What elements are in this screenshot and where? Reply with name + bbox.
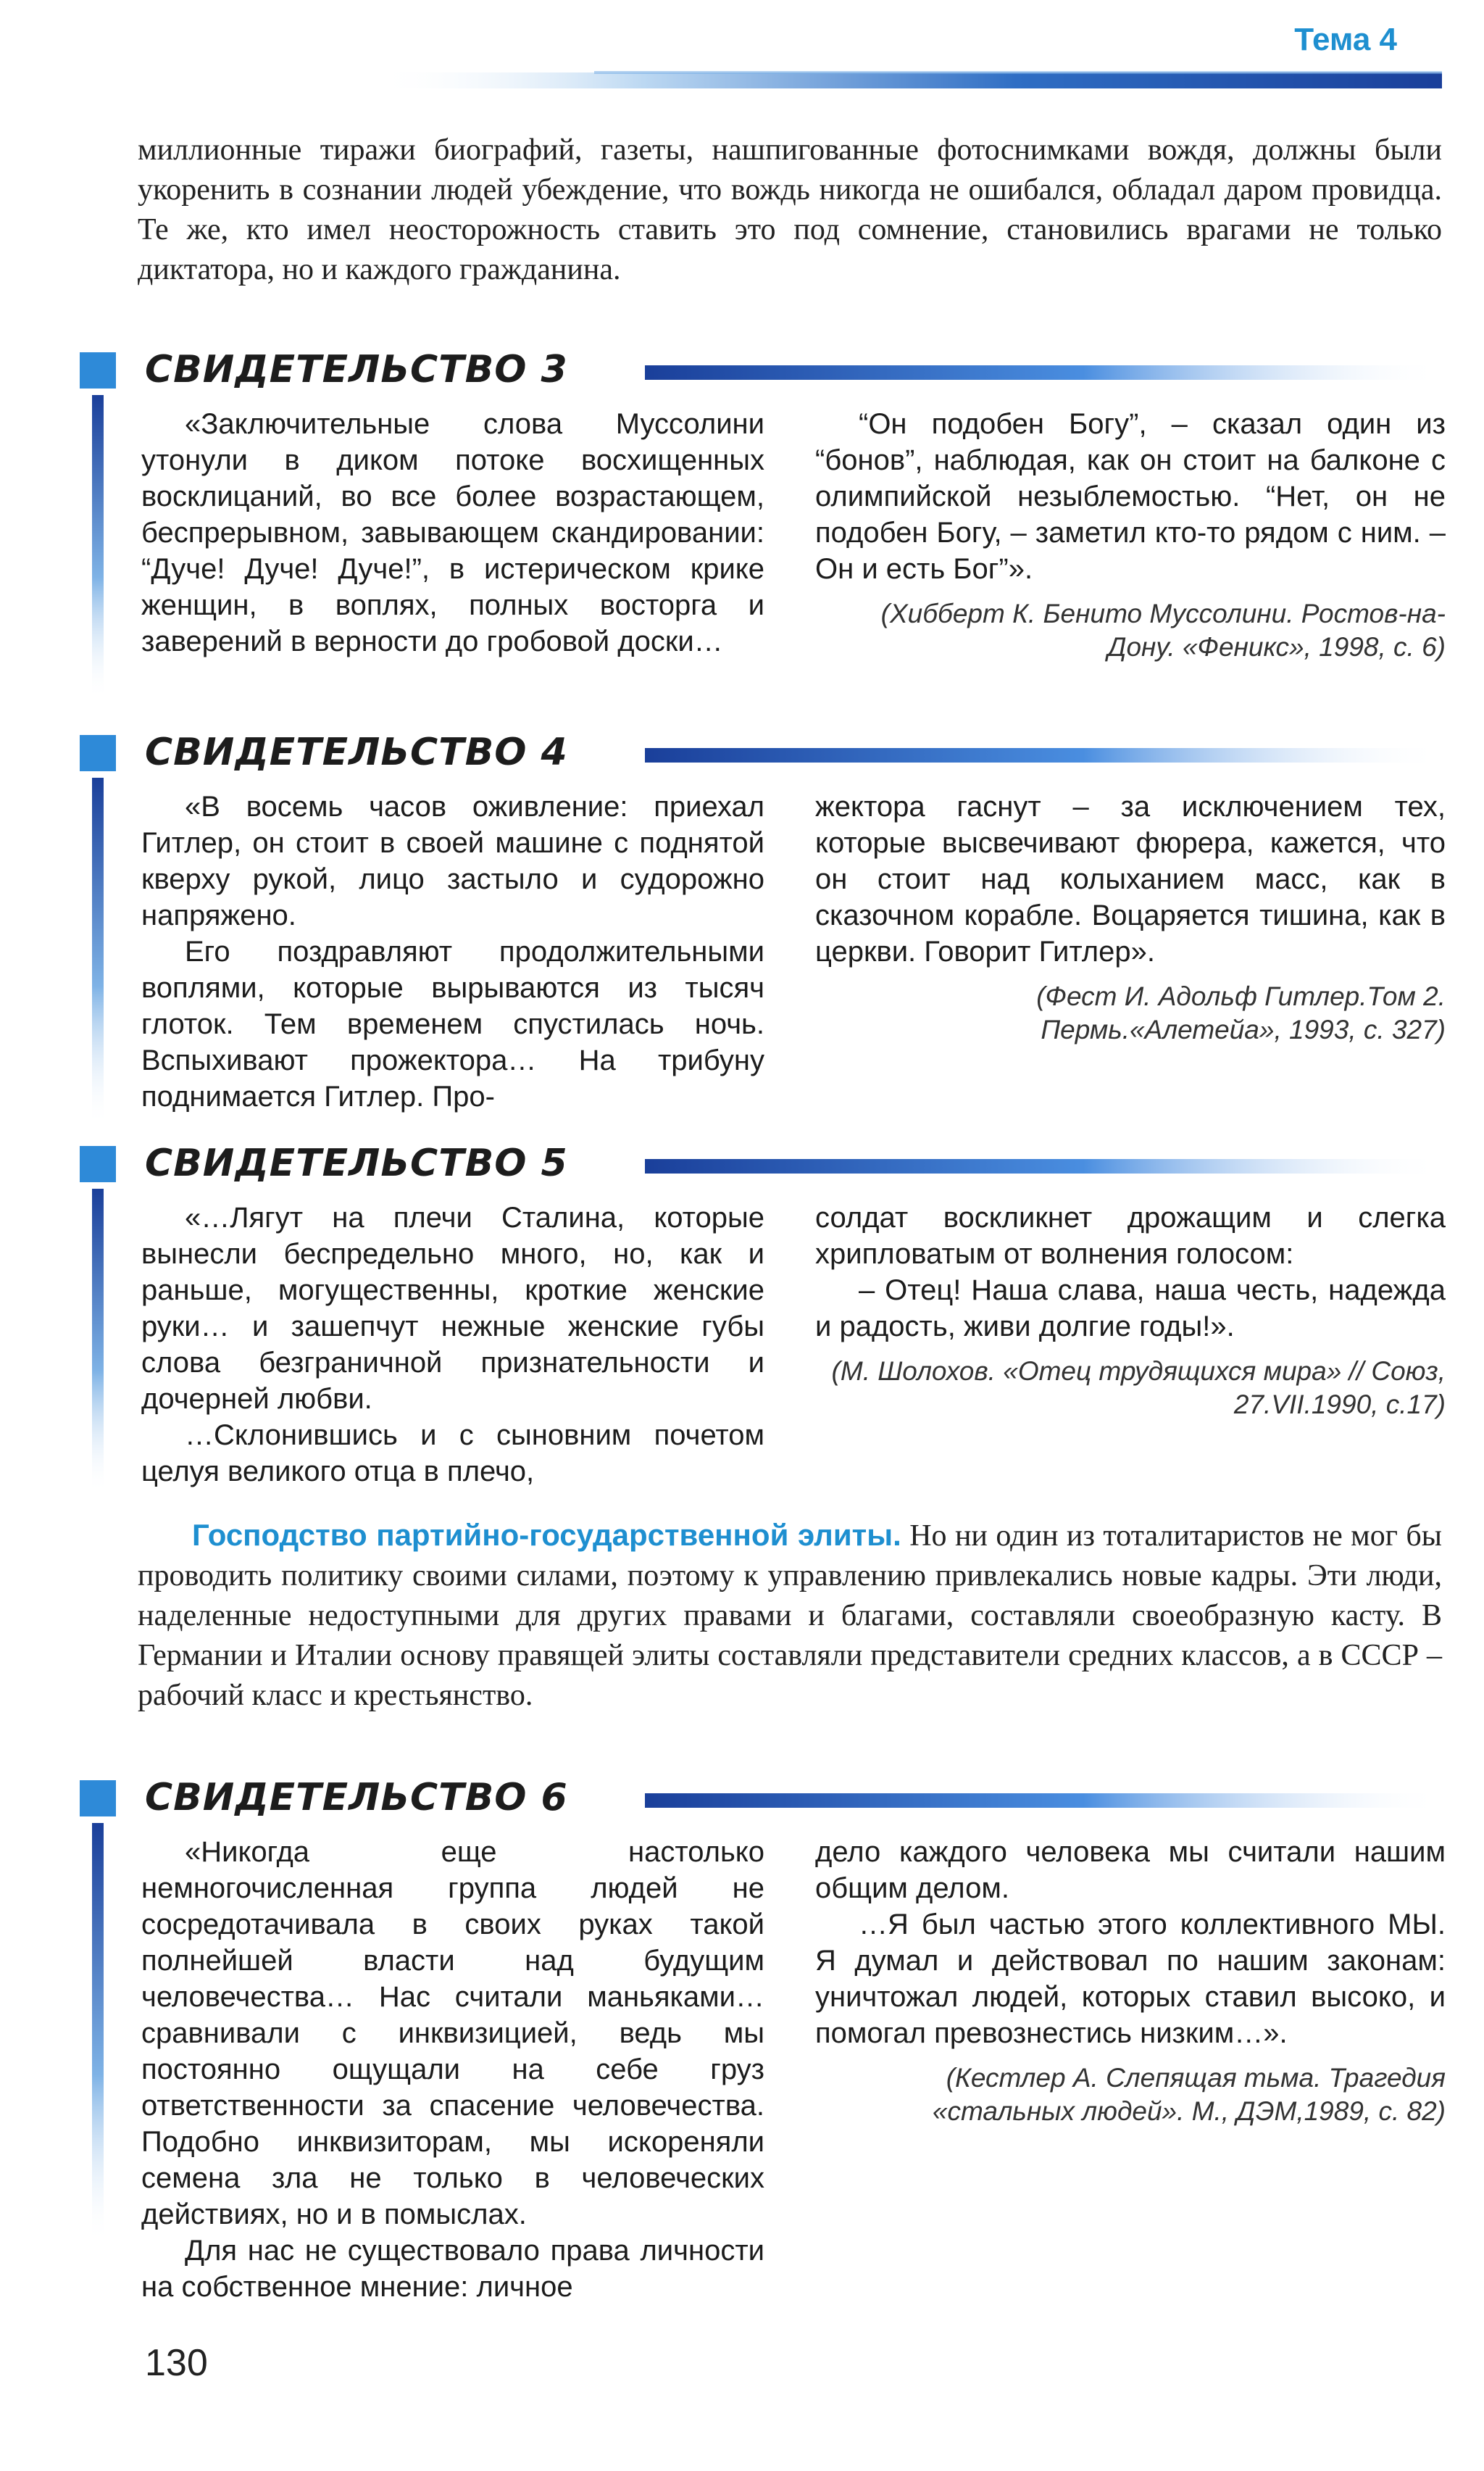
testimony-title: СВИДЕТЕЛЬСТВО 5 [145,1142,568,1185]
testimony-5-heading [80,1142,1442,1192]
testimony-5-left-column [141,1200,764,1490]
testimony-6-heading [80,1776,1442,1827]
quote-paragraph: дело каждого человека мы считали нашим общим делом. [815,1836,1446,1904]
left-vertical-stripe [92,395,104,699]
quote-paragraph: “Он подобен Богу”, – сказал один из “бонов”, наблюдая, как он стоит на балконе с олимпийской незыблемостью. “Нет, он не подобен Богу, – заметил кто-то рядом с ним. – Он и есть Бог”». [815,408,1446,585]
page-number: 130 [145,2342,208,2384]
left-vertical-stripe [92,778,104,1126]
heading-square-icon [80,1780,116,1816]
quote-paragraph: …Я был частью этого коллективного МЫ. Я думал и действовал по нашим законам: уничтожал людей, которых ставил высоко, и помогал превознестись низким…». [815,1909,1446,2049]
left-vertical-stripe [92,1189,104,1493]
heading-gradient-bar [645,747,1442,764]
testimony-5-right-column [815,1200,1446,1421]
quote-paragraph: «Никогда еще настолько немногочисленная группа людей не сосредотачивала в своих руках такой полнейшей власти над будущим человечества… Нас считали маньяками… сравнивали с инквизицией, ведь мы постоянно ощущали на себе груз ответственности за спасение человечества. Подобно инквизиторам, мы искореняли семена зла не только в человеческих действиях, но и в помыслах. [141,1836,764,2230]
heading-square-icon [80,352,116,389]
header-gradient-bar [377,70,1442,91]
testimony-title: СВИДЕТЕЛЬСТВО 4 [145,731,568,774]
testimony-title: СВИДЕТЕЛЬСТВО 3 [145,348,568,391]
quote-paragraph: «В восемь часов оживление: приехал Гитлер, он стоит в своей машине с поднятой кверху рукой, лицо застыло и судорожно напряжено. [141,791,764,931]
heading-square-icon [80,735,116,771]
left-vertical-stripe [92,1823,104,2243]
quote-paragraph: солдат воскликнет дрожащим и слегка хрипловатым от волнения голосом: [815,1202,1446,1270]
source-citation: (М. Шолохов. «Отец трудящихся мира» // Союз, 27.VII.1990, с.17) [831,1356,1446,1419]
testimony-4-left-column [141,789,764,1115]
testimony-4-heading [80,731,1442,781]
quote-paragraph: «…Лягут на плечи Сталина, которые вынесли беспредельно много, но, как и раньше, могущественны, кроткие женские руки… и зашепчут нежные женские губы слова безграничной признательности и дочерней любви. [141,1202,764,1415]
heading-gradient-bar [645,1158,1442,1175]
testimony-3-left-column [141,406,764,660]
quote-paragraph: Для нас не существовало права личности на собственное мнение: личное [141,2235,764,2303]
source-citation: (Кестлер А. Слепящая тьма. Трагедия «стальных людей». М., ДЭМ,1989, с. 82) [932,2063,1446,2126]
source-citation: (Фест И. Адольф Гитлер.Том 2. Пермь.«Алетейа», 1993, с. 327) [1036,981,1446,1045]
testimony-title: СВИДЕТЕЛЬСТВО 6 [145,1776,568,1819]
testimony-4-right-column [815,789,1446,1047]
quote-paragraph: Его поздравляют продолжительными воплями, которые вырываются из тысяч глоток. Тем временем спустилась ночь. Вспыхивают прожектора… На трибуну поднимается Гитлер. Про- [141,936,764,1113]
intro-paragraph: миллионные тиражи биографий, газеты, нашпигованные фотоснимками вождя, должны были укоренить в сознании людей убеждение, что вождь никогда не ошибался, обладал даром провидца. Те же, кто имел неосторожность ставить это под сомнение, становились врагами не только диктатора, но и каждого гражданина. [138,133,1442,286]
section-text: Но ни один из тоталитаристов не мог бы проводить политику своими силами, поэтому к управлению привлекались новые кадры. Эти люди, наделенные недоступными для других правами и благами, составляли своеобразную касту. В Германии и Италии основу правящей элиты составляли представители средних классов, а в СССР – рабочий класс и крестьянство. [138,1519,1443,1712]
heading-gradient-bar [645,1792,1442,1809]
quote-paragraph: жектора гаснут – за исключением тех, которые высвечивают фюрера, кажется, что он стоит над колыханием масс, как в сказочном корабле. Воцаряется тишина, как в церкви. Говорит Гитлер». [815,791,1446,968]
testimony-6-right-column [815,1834,1446,2128]
quote-paragraph: – Отец! Наша слава, наша честь, надежда и радость, живи долгие годы!». [815,1274,1446,1342]
quote-paragraph: …Склонившись и с сыновним почетом целуя великого отца в плечо, [141,1419,764,1487]
section-paragraph [138,1515,1442,1716]
testimony-3-heading [80,348,1442,399]
testimony-3-right-column [815,406,1446,664]
testimony-6-left-column [141,1834,764,2305]
source-citation: (Хибберт К. Бенито Муссолини. Ростов-на-Дону. «Феникс», 1998, с. 6) [880,599,1446,662]
topic-label: Тема 4 [1294,22,1397,57]
section-heading: Господство партийно-государственной элиты. [192,1518,901,1552]
heading-gradient-bar [645,364,1442,381]
quote-paragraph: «Заключительные слова Муссолини утонули в диком потоке восхищенных восклицаний, во все более возрастающем, беспрерывном, завывающем скандировании: “Дуче! Дуче! Дуче!”, в истерическом крике женщин, в воплях, полных восторга и заверений в верности до гробовой доски… [141,408,764,657]
heading-square-icon [80,1146,116,1182]
